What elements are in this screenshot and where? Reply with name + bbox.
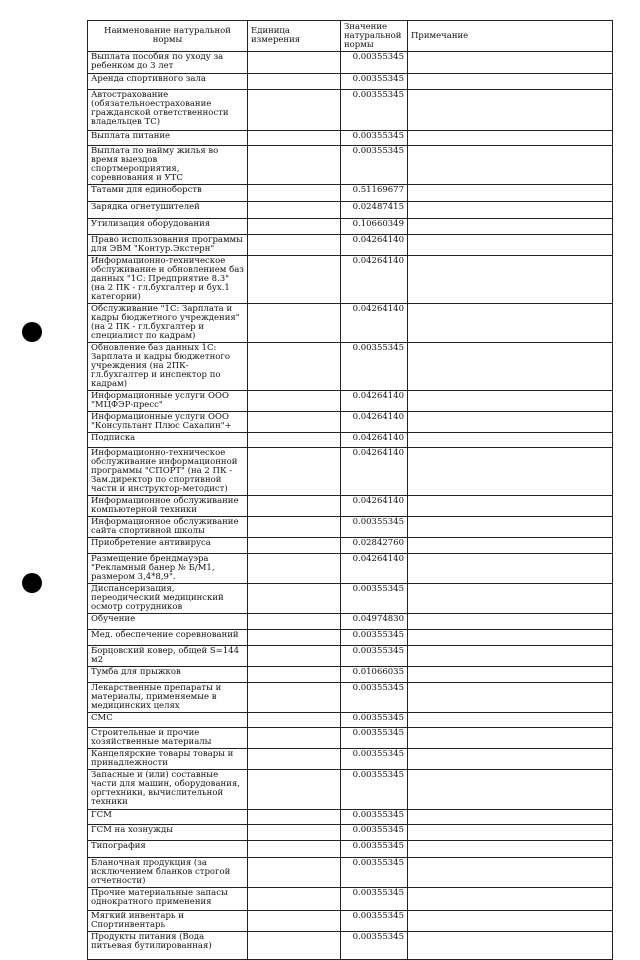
cell-norm-value: 0.04264140 [341, 235, 408, 256]
cell-norm-name: Информационно-техническое обслуживание и обновлением баз данных "1С: Предприятие 8.3" (на 2 ПК - гл.бухгалтер и бух.1 категории) [88, 256, 248, 304]
cell-norm-value: 0.02842760 [341, 538, 408, 554]
cell-norm-value: 0.10660349 [341, 219, 408, 235]
cell-norm-value: 0.00355345 [341, 90, 408, 131]
cell-norm-name: Обучение [88, 614, 248, 630]
table-row [88, 538, 613, 554]
cell-note [408, 52, 613, 74]
cell-norm-name: Информационные услуги ООО "МЦФЭР-пресс" [88, 391, 248, 412]
table-row [88, 646, 613, 667]
table-row [88, 667, 613, 683]
cell-norm-name: Информационное обслуживание компьютерной техники [88, 496, 248, 517]
cell-note [408, 554, 613, 584]
table-row [88, 448, 613, 496]
cell-note [408, 235, 613, 256]
cell-note [408, 858, 613, 888]
cell-unit [248, 584, 341, 614]
cell-norm-value: 0.00355345 [341, 630, 408, 646]
cell-unit [248, 496, 341, 517]
cell-norm-value: 0.00355345 [341, 888, 408, 911]
cell-unit [248, 343, 341, 391]
cell-unit [248, 52, 341, 74]
cell-norm-name: Строительные и прочие хозяйственные материалы [88, 728, 248, 749]
cell-unit [248, 448, 341, 496]
cell-norm-value: 0.01066035 [341, 667, 408, 683]
cell-norm-value: 0.00355345 [341, 683, 408, 713]
cell-note [408, 185, 613, 202]
cell-unit [248, 683, 341, 713]
cell-norm-value: 0.04974830 [341, 614, 408, 630]
cell-norm-value: 0.00355345 [341, 343, 408, 391]
cell-unit [248, 304, 341, 343]
cell-norm-value: 0.00355345 [341, 131, 408, 146]
cell-unit [248, 841, 341, 858]
cell-note [408, 841, 613, 858]
cell-note [408, 412, 613, 433]
cell-unit [248, 131, 341, 146]
cell-norm-name: Подписка [88, 433, 248, 448]
cell-norm-value: 0.04264140 [341, 554, 408, 584]
cell-unit [248, 554, 341, 584]
table-row [88, 219, 613, 235]
cell-norm-value: 0.04264140 [341, 496, 408, 517]
cell-unit [248, 433, 341, 448]
cell-note [408, 90, 613, 131]
cell-norm-name: Утилизация оборудования [88, 219, 248, 235]
cell-norm-name: Запасные и (или) составные части для машин, оборудования, оргтехники, вычислительной техники [88, 770, 248, 810]
cell-note [408, 343, 613, 391]
cell-norm-name: ГСМ на хознужды [88, 825, 248, 841]
cell-norm-name: Выплата питание [88, 131, 248, 146]
cell-norm-name: ГСМ [88, 810, 248, 825]
cell-norm-value: 0.00355345 [341, 713, 408, 728]
cell-unit [248, 517, 341, 538]
cell-norm-name: Прочие материальные запасы однократного применения [88, 888, 248, 911]
cell-norm-value: 0.00355345 [341, 911, 408, 932]
cell-note [408, 304, 613, 343]
cell-norm-name: Информационные услуги ООО "Консультант Плюс Сахалин"+ [88, 412, 248, 433]
cell-unit [248, 90, 341, 131]
cell-note [408, 888, 613, 911]
table-row [88, 517, 613, 538]
cell-unit [248, 713, 341, 728]
cell-norm-name: Выплата по найму жилья во время выездов спортмероприятия, соревнования и УТС [88, 146, 248, 185]
cell-norm-name: Борцовский ковер, общей S=144 м2 [88, 646, 248, 667]
cell-unit [248, 391, 341, 412]
table-row [88, 412, 613, 433]
cell-note [408, 74, 613, 90]
cell-unit [248, 235, 341, 256]
cell-note [408, 433, 613, 448]
table-row [88, 713, 613, 728]
table-row [88, 256, 613, 304]
cell-unit [248, 810, 341, 825]
cell-norm-name: Мед. обеспечение соревнований [88, 630, 248, 646]
cell-norm-name: Размещение брендмауэра "Рекламный банер № Б/М1, размером 3,4*8,9". [88, 554, 248, 584]
table-row [88, 630, 613, 646]
cell-norm-value: 0.00355345 [341, 858, 408, 888]
table-row [88, 202, 613, 219]
cell-norm-value: 0.51169677 [341, 185, 408, 202]
table-row [88, 810, 613, 825]
cell-norm-name: Продукты питания (Вода питьевая бутилированная) [88, 932, 248, 960]
punch-hole [22, 573, 42, 593]
cell-note [408, 667, 613, 683]
cell-note [408, 448, 613, 496]
cell-norm-name: Информационное обслуживание сайта спортивной школы [88, 517, 248, 538]
cell-norm-name: Татами для единоборств [88, 185, 248, 202]
cell-norm-value: 0.00355345 [341, 74, 408, 90]
table-row [88, 185, 613, 202]
cell-norm-name: СМС [88, 713, 248, 728]
cell-norm-name: Тумба для прыжков [88, 667, 248, 683]
cell-norm-name: Право использования программы для ЭВМ "Контур.Экстерн" [88, 235, 248, 256]
cell-note [408, 770, 613, 810]
cell-norm-name: Диспансеризация, переодический медицинский осмотр сотрудников [88, 584, 248, 614]
table-row [88, 770, 613, 810]
cell-unit [248, 770, 341, 810]
cell-norm-name: Лекарственные препараты и материалы, применяемые в медицинских целях [88, 683, 248, 713]
cell-unit [248, 728, 341, 749]
cell-note [408, 713, 613, 728]
cell-unit [248, 146, 341, 185]
table-row [88, 841, 613, 858]
cell-norm-value: 0.00355345 [341, 749, 408, 770]
cell-norm-value: 0.00355345 [341, 810, 408, 825]
natural-norms-table [87, 20, 613, 960]
cell-norm-name: Типография [88, 841, 248, 858]
cell-unit [248, 219, 341, 235]
cell-note [408, 911, 613, 932]
table-row [88, 52, 613, 74]
cell-norm-value: 0.00355345 [341, 825, 408, 841]
cell-note [408, 614, 613, 630]
cell-norm-name: Обслуживание "1С: Зарплата и кадры бюджетного учреждения" (на 2 ПК - гл.бухгалтер и специалист по кадрам) [88, 304, 248, 343]
cell-note [408, 517, 613, 538]
table-row [88, 858, 613, 888]
header-unit: Единица измерения [248, 21, 341, 52]
table-row [88, 146, 613, 185]
cell-note [408, 391, 613, 412]
header-norm-value: Значение натуральной нормы [341, 21, 408, 52]
cell-norm-name: Мягкий инвентарь и Спортинвентарь [88, 911, 248, 932]
cell-note [408, 646, 613, 667]
cell-norm-name: Приобретение антивируса [88, 538, 248, 554]
cell-norm-value: 0.00355345 [341, 770, 408, 810]
cell-norm-value: 0.04264140 [341, 433, 408, 448]
table-row [88, 496, 613, 517]
table-row [88, 131, 613, 146]
cell-norm-value: 0.02487415 [341, 202, 408, 219]
cell-note [408, 932, 613, 960]
cell-unit [248, 646, 341, 667]
cell-unit [248, 185, 341, 202]
cell-note [408, 219, 613, 235]
cell-norm-name: Выплата пособия по уходу за ребенком до 3 лет [88, 52, 248, 74]
cell-norm-value: 0.00355345 [341, 146, 408, 185]
table-row [88, 888, 613, 911]
cell-norm-name: Зарядка огнетушителей [88, 202, 248, 219]
cell-norm-value: 0.04264140 [341, 448, 408, 496]
table-row [88, 749, 613, 770]
table-header-row [88, 21, 613, 52]
cell-note [408, 146, 613, 185]
cell-unit [248, 888, 341, 911]
cell-note [408, 131, 613, 146]
cell-unit [248, 932, 341, 960]
cell-norm-value: 0.04264140 [341, 304, 408, 343]
punch-hole [22, 322, 42, 342]
table-row [88, 304, 613, 343]
cell-unit [248, 74, 341, 90]
table-row [88, 235, 613, 256]
cell-norm-value: 0.00355345 [341, 584, 408, 614]
cell-unit [248, 911, 341, 932]
table-row [88, 433, 613, 448]
cell-unit [248, 667, 341, 683]
cell-norm-value: 0.04264140 [341, 256, 408, 304]
cell-note [408, 538, 613, 554]
cell-norm-value: 0.00355345 [341, 517, 408, 538]
cell-norm-name: Аренда спортивного зала [88, 74, 248, 90]
cell-norm-name: Автострахование (обязательноестрахование гражданской ответственности владельцев ТС) [88, 90, 248, 131]
cell-norm-value: 0.04264140 [341, 412, 408, 433]
cell-norm-name: Бланочная продукция (за исключением бланков строгой отчетности) [88, 858, 248, 888]
cell-unit [248, 256, 341, 304]
cell-norm-value: 0.00355345 [341, 646, 408, 667]
cell-norm-value: 0.04264140 [341, 391, 408, 412]
cell-note [408, 810, 613, 825]
cell-norm-value: 0.00355345 [341, 52, 408, 74]
table-row [88, 343, 613, 391]
cell-norm-value: 0.00355345 [341, 841, 408, 858]
cell-unit [248, 538, 341, 554]
table-row [88, 74, 613, 90]
table-row [88, 90, 613, 131]
table-row [88, 911, 613, 932]
cell-unit [248, 412, 341, 433]
cell-unit [248, 825, 341, 841]
cell-norm-value: 0.00355345 [341, 932, 408, 960]
cell-unit [248, 202, 341, 219]
table-row [88, 683, 613, 713]
cell-norm-name: Информационно-техническое обслуживание информационной программы "СПОРТ" (на 2 ПК - Зам.директор по спортивной части и инструктор-методист) [88, 448, 248, 496]
cell-note [408, 825, 613, 841]
cell-note [408, 749, 613, 770]
cell-unit [248, 858, 341, 888]
cell-note [408, 584, 613, 614]
table-row [88, 584, 613, 614]
cell-unit [248, 614, 341, 630]
cell-unit [248, 749, 341, 770]
cell-note [408, 683, 613, 713]
cell-note [408, 496, 613, 517]
table-row [88, 728, 613, 749]
table-row [88, 554, 613, 584]
cell-norm-name: Обновление баз данных 1С: Зарплата и кадры бюджетного учреждения (на 2ПК- гл.бухгалтер и инспектор по кадрам) [88, 343, 248, 391]
cell-note [408, 728, 613, 749]
table-row [88, 391, 613, 412]
table-row [88, 932, 613, 960]
cell-note [408, 256, 613, 304]
cell-note [408, 630, 613, 646]
cell-norm-name: Канцелярские товары товары и принадлежности [88, 749, 248, 770]
table-row [88, 825, 613, 841]
cell-note [408, 202, 613, 219]
header-norm-name: Наименование натуральной нормы [88, 21, 248, 52]
cell-unit [248, 630, 341, 646]
table-row [88, 614, 613, 630]
cell-norm-value: 0.00355345 [341, 728, 408, 749]
header-note: Примечание [408, 21, 613, 52]
